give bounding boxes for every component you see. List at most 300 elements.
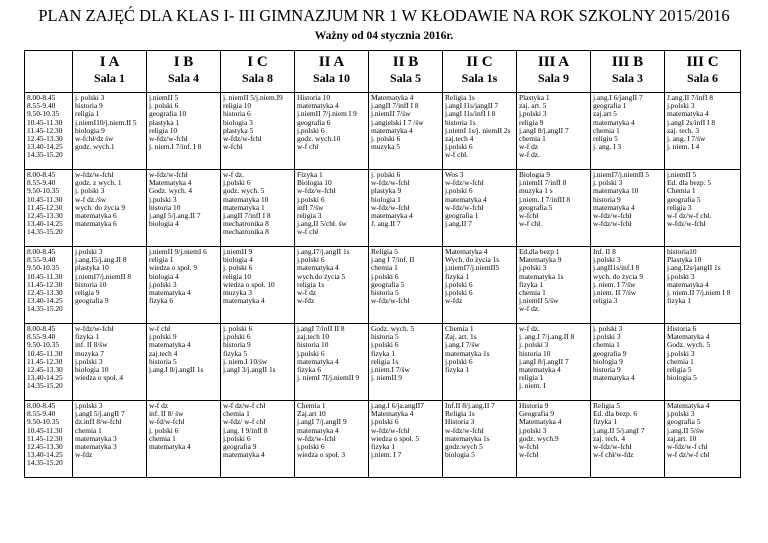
schedule-cell — [295, 401, 369, 478]
lesson-entry: j.polski 3 — [593, 332, 621, 342]
lesson-entry: w-fdz/w-fchł — [75, 324, 114, 333]
column-header — [221, 51, 295, 93]
lesson-entry: w-f dz./św — [75, 194, 107, 204]
lesson-entry: godz. wych. 5 — [223, 186, 265, 196]
lesson-entry: j.niemII 7/infI 8 — [519, 178, 567, 188]
class-name: I B — [173, 54, 194, 70]
lesson-time: 13.40-14.25 — [27, 450, 63, 460]
lesson-time: 9.50-10.35 — [27, 109, 60, 119]
lesson-entry: j.niemI10/j.niem.II 5 — [75, 117, 137, 127]
lesson-time: 13.40-14.25 — [27, 219, 63, 229]
lesson-entry: historia 9 — [593, 365, 621, 375]
lesson-time: 8.55-9.40 — [27, 255, 56, 265]
lesson-entry: fizyka 1 — [371, 348, 396, 358]
lesson-entry: religia 3 — [297, 211, 322, 221]
times-cell — [25, 324, 73, 401]
lesson-entry: godz. wych.10 — [297, 134, 341, 144]
schedule-table — [24, 50, 741, 478]
lesson-entry: j. niem. I — [519, 381, 546, 391]
lesson-entry: biologia 5 — [667, 373, 697, 383]
lesson-entry: J. ang.II 7 — [371, 219, 401, 229]
lesson-entry: j. niem. I 4 — [667, 142, 700, 152]
lesson-entry: w-fdz/w-fchł — [149, 134, 188, 144]
lesson-entry: w-fchł — [223, 142, 243, 152]
lesson-entry: matematyka 4 — [149, 340, 191, 350]
lesson-entry: plastyka 9 — [371, 186, 402, 196]
lesson-entry: j. polski 6 — [149, 425, 179, 435]
schedule-cell — [221, 170, 295, 247]
lesson-entry: zaj.tech 4 — [149, 348, 178, 358]
lesson-entry: historia10 — [667, 247, 697, 256]
lesson-entry: Godz. wych. 5 — [667, 340, 711, 350]
lesson-entry: wiedza o społ. 5 — [371, 433, 420, 443]
column-header — [443, 51, 517, 93]
schedule-cell — [591, 93, 665, 170]
lesson-entry: j.ang.I 6/ja.angII7 — [371, 401, 424, 410]
lesson-time: 11.45-12.30 — [27, 125, 63, 135]
lesson-entry: w-f chł. — [519, 219, 542, 229]
schedule-cell — [443, 401, 517, 478]
class-name: III A — [537, 54, 570, 70]
lesson-entry: w-f chł. — [445, 150, 468, 160]
lesson-entry: w-fdz/ w-f chł — [223, 417, 266, 427]
lesson-entry: j.polski 3 — [593, 255, 621, 265]
lesson-entry: Biologia 9 — [519, 170, 550, 179]
lesson-entry: wych. do życia 9 — [593, 271, 644, 281]
lesson-entry: w-fdz/w-fchł — [445, 202, 484, 212]
lesson-entry: j.ang.I7/j.angII 1s — [297, 247, 350, 256]
lesson-entry: j.polski 3 — [519, 425, 547, 435]
lesson-entry: fizyka 1 — [593, 417, 618, 427]
lesson-entry: chemia 1 — [519, 134, 546, 144]
lesson-entry: godz. wych.9 — [519, 433, 559, 443]
lesson-entry: Historia 10 — [297, 93, 331, 102]
lesson-entry: fizyka 5 — [223, 348, 248, 358]
room-name: Sala 1 — [93, 71, 125, 85]
lesson-time: 8.55-9.40 — [27, 101, 56, 111]
lesson-entry: matematyka 1s — [445, 348, 490, 358]
lesson-entry: Matematyka 4 — [667, 401, 710, 410]
times-cell — [25, 247, 73, 324]
lesson-entry: zaj.tech 4 — [445, 134, 474, 144]
lesson-entry: j. polski 6 — [149, 101, 179, 111]
lesson-entry: j.polski 3 — [149, 279, 177, 289]
lesson-entry: j.polski 6 — [297, 125, 325, 135]
lesson-entry: zaj.art 5 — [593, 109, 617, 119]
lesson-time: 10.45-11.30 — [27, 348, 63, 358]
lesson-entry: j. niem. I 7/św — [593, 279, 636, 289]
lesson-entry: muzyka 5 — [371, 142, 400, 152]
lesson-entry: wiedza o społ. 10 — [223, 279, 275, 289]
schedule-cell — [295, 247, 369, 324]
lesson-entry: j.angI 5/j.angII 7 — [75, 409, 125, 419]
schedule-cell — [369, 401, 443, 478]
lesson-entry: j. polski 6 — [223, 324, 253, 333]
lesson-time: 13.40-14.25 — [27, 373, 63, 383]
lesson-entry: w-fdz/w-fchł — [149, 170, 188, 179]
lesson-entry: w-fdz/w-fchł — [593, 442, 632, 452]
page-title: PLAN ZAJĘĆ DLA KLAS I- III GIMNAZJUM NR 1 W KŁODAWIE NA ROK SZKOLNY 2015/2016 — [38, 6, 730, 25]
day-row — [25, 247, 741, 324]
lesson-entry: wych. do życia 9 — [75, 202, 126, 212]
lesson-entry: j.niemII 9 — [223, 247, 253, 256]
lesson-entry: Ed. dla bezp. 6 — [593, 409, 638, 419]
lesson-entry: j.ang.II 5/chł. św — [297, 219, 347, 229]
lesson-entry: matematyka 4 — [297, 356, 339, 366]
schedule-cell — [73, 247, 147, 324]
lesson-time: 8.00-8.45 — [27, 247, 56, 256]
lesson-entry: j.niem.I 7/św — [371, 365, 410, 375]
lesson-entry: j.angI 5/j.ang.II 7 — [149, 211, 201, 221]
lesson-entry: Inf. II 8 — [593, 247, 616, 256]
lesson-entry: Religia 1s — [445, 93, 475, 102]
schedule-cell — [665, 247, 741, 324]
lesson-time: 8.00-8.45 — [27, 324, 56, 333]
lesson-entry: j.niemII 5 — [149, 93, 179, 102]
lesson-entry: j.ang.II 5/j.angI 7 — [593, 425, 645, 435]
lesson-entry: Wych. do życia 1s — [445, 255, 500, 265]
lesson-time: 9.50-10.35 — [27, 417, 60, 427]
lesson-entry: historia 10 — [149, 202, 181, 212]
lesson-time: 11.45-12.30 — [27, 279, 63, 289]
lesson-entry: matematyka 4 — [593, 117, 635, 127]
lesson-entry: matematyka 4 — [297, 425, 339, 435]
lesson-entry: j.ang.II 7 — [445, 219, 472, 229]
lesson-entry: geografia 10 — [149, 109, 187, 119]
lesson-entry: j.polski 6 — [445, 279, 473, 289]
lesson-entry: j.polski 6 — [445, 356, 473, 366]
lesson-entry: j.polski 3 — [75, 247, 103, 256]
lesson-entry: j.niemI 1s/j. niemII 2s — [445, 125, 511, 135]
lesson-entry: biologia 3 — [223, 117, 253, 127]
lesson-entry: geografia 1 — [445, 211, 479, 221]
lesson-entry: j.polski 6 — [445, 288, 473, 298]
lesson-entry: biologia 4 — [223, 255, 253, 265]
lesson-entry: j.niemI7/j.niemII 8 — [75, 271, 132, 281]
corner-cell — [25, 51, 73, 93]
lesson-entry: biologia 10 — [75, 365, 109, 375]
lesson-entry: religia 3 — [667, 202, 692, 212]
lesson-entry: geografia 1 — [593, 101, 627, 111]
lesson-entry: godz. wych.1 — [75, 142, 115, 152]
lesson-entry: j.polski 6 — [223, 178, 251, 188]
lesson-entry: Matematyka 4 — [445, 247, 488, 256]
lesson-entry: chemia 1 — [667, 356, 694, 366]
lesson-entry: biologia 5 — [445, 450, 475, 460]
lesson-entry: Ed.dla bezp 1 — [519, 247, 560, 256]
schedule-cell — [369, 324, 443, 401]
lesson-entry: Plastyka 1 — [519, 93, 550, 102]
schedule-cell — [591, 247, 665, 324]
lesson-entry: j.polski 3 — [667, 271, 695, 281]
schedule-cell — [443, 170, 517, 247]
schedule-cell — [591, 401, 665, 478]
lesson-time: 13.40-14.25 — [27, 142, 63, 152]
lesson-entry: dz.infI 8/w-fchł — [75, 417, 122, 427]
lesson-entry: geografia 9 — [593, 348, 627, 358]
lesson-entry: Fizyka 1 — [297, 170, 323, 179]
lesson-entry: Matematyka 9 — [519, 255, 562, 265]
lesson-entry: w-f dz. — [519, 324, 540, 333]
lesson-entry: matematyka 1s — [519, 271, 564, 281]
lesson-entry: j.ang.II 5/św — [667, 425, 705, 435]
lesson-entry: j. ang.I 7/j.ang.II 8 — [519, 332, 575, 342]
lesson-entry: chemia 1 — [593, 340, 620, 350]
schedule-cell — [443, 247, 517, 324]
schedule-cell — [665, 170, 741, 247]
lesson-entry: plastyka 5 — [223, 125, 254, 135]
lesson-entry: matematyka 4 — [223, 296, 265, 306]
lesson-entry: matematyka 10 — [223, 194, 269, 204]
lesson-entry: religia 9 — [75, 288, 100, 298]
lesson-entry: geografia 9 — [223, 442, 257, 452]
times-cell — [25, 170, 73, 247]
lesson-entry: w-f dz/w-f chł — [667, 450, 710, 460]
lesson-entry: j. niem.II 7/j.niem I 8 — [667, 288, 731, 298]
lesson-time: 10.45-11.30 — [27, 194, 63, 204]
class-name: II A — [318, 54, 345, 70]
lesson-time: 14.35-15.20 — [27, 150, 63, 160]
schedule-cell — [665, 324, 741, 401]
room-name: Sala 8 — [241, 71, 273, 85]
lesson-entry: matematyka 4 — [149, 442, 191, 452]
page-subtitle: Ważny od 04 stycznia 2016r. — [314, 30, 454, 42]
lesson-entry: wiedza o społ. 4 — [75, 373, 124, 383]
class-name: II C — [466, 54, 493, 70]
lesson-entry: w-fdz/w-fchł — [445, 178, 484, 188]
lesson-entry: j.ang.I 7/św — [445, 340, 480, 350]
column-header — [295, 51, 369, 93]
lesson-entry: j. polski 6 — [223, 263, 253, 273]
lesson-entry: j.polski 6 — [297, 255, 325, 265]
lesson-entry: Zaj.art 10 — [297, 409, 326, 419]
lesson-entry: religia 9 — [519, 117, 544, 127]
schedule-cell — [295, 324, 369, 401]
lesson-entry: historia 10 — [519, 348, 551, 358]
lesson-time: 11.45-12.30 — [27, 202, 63, 212]
lesson-entry: j.ang.I 8/j.angII 1s — [149, 365, 204, 375]
lesson-entry: Religia 5 — [371, 247, 398, 256]
day-row — [25, 401, 741, 478]
schedule-cell — [369, 247, 443, 324]
lesson-entry: j.polski 6 — [297, 348, 325, 358]
lesson-entry: matematyka 4 — [149, 288, 191, 298]
lesson-entry: historia 9 — [593, 194, 621, 204]
lesson-entry: w-fdz/w-fchł — [371, 202, 410, 212]
lesson-entry: w-fdz — [297, 296, 315, 306]
lesson-entry: j.polski 3 — [75, 356, 103, 366]
lesson-entry: j.niemI7/j.niemII 5 — [593, 170, 650, 179]
lesson-entry: j.niemII 5 — [667, 170, 697, 179]
lesson-entry: religia 1 — [149, 255, 174, 265]
lesson-time: 13.40-14.25 — [27, 296, 63, 306]
lesson-entry: w-fdz/w-fchł — [667, 219, 706, 229]
lesson-entry: j.polski 6 — [371, 417, 399, 427]
lesson-entry: j.polski 3 — [667, 348, 695, 358]
schedule-cell — [147, 401, 221, 478]
times-cell — [25, 93, 73, 170]
lesson-entry: w-fdz/w-fchł — [371, 425, 410, 435]
lesson-entry: religia 1s — [297, 279, 325, 289]
lesson-entry: j.angI 8/j.angII 7 — [519, 125, 569, 135]
schedule-cell — [221, 93, 295, 170]
lesson-entry: w-fdz/w-fchł — [223, 134, 262, 144]
lesson-entry: historia 6 — [223, 109, 251, 119]
lesson-entry: fizyka 1 — [445, 365, 470, 375]
lesson-entry: biologia 1 — [371, 194, 401, 204]
lesson-entry: Godz. wych. 4 — [149, 186, 193, 196]
lesson-entry: chemia 1 — [593, 125, 620, 135]
lesson-time: 8.00-8.45 — [27, 170, 56, 179]
lesson-entry: godz.wych 5 — [445, 442, 483, 452]
lesson-entry: matematyka 4 — [667, 279, 709, 289]
lesson-time: 10.45-11.30 — [27, 117, 63, 127]
class-name: III B — [611, 54, 644, 70]
lesson-entry: w-fdz/w-fchł — [371, 178, 410, 188]
schedule-cell — [73, 324, 147, 401]
lesson-entry: j.angI 3/j.angII 1s — [223, 365, 276, 375]
header-row — [25, 51, 741, 93]
lesson-entry: w-fchł — [519, 211, 539, 221]
lesson-entry: Matematyka 4 — [667, 332, 710, 342]
lesson-entry: matematyka 6 — [75, 219, 117, 229]
column-header — [73, 51, 147, 93]
lesson-entry: chemia 1 — [223, 409, 250, 419]
lesson-entry: matematyka 4 — [593, 373, 635, 383]
column-header — [147, 51, 221, 93]
lesson-entry: geografia 5 — [519, 202, 553, 212]
class-name: I C — [247, 54, 268, 70]
lesson-entry: w-fdz/w-fchł — [593, 211, 632, 221]
lesson-time: 10.45-11.30 — [27, 271, 63, 281]
lesson-entry: j. polski 3 — [593, 178, 623, 188]
lesson-entry: w-fdz/w-fchł — [297, 186, 336, 196]
lesson-entry: w-f chł — [149, 324, 171, 333]
day-row — [25, 93, 741, 170]
schedule-cell — [369, 170, 443, 247]
lesson-entry: j. ang. I 3 — [593, 142, 622, 152]
lesson-entry: historia 9 — [75, 101, 103, 111]
lesson-entry: w-fd/w-fchł — [149, 417, 185, 427]
schedule-cell — [665, 93, 741, 170]
lesson-entry: j.angielski I 7 /św — [371, 117, 424, 127]
lesson-entry: fizyka 1 — [519, 279, 544, 289]
lesson-entry: j.niem. I 7 — [371, 450, 402, 460]
lesson-entry: matematyka 6 — [75, 211, 117, 221]
class-name: III C — [686, 54, 719, 70]
schedule-cell — [221, 247, 295, 324]
lesson-entry: j. polski 6 — [371, 170, 401, 179]
schedule-cell — [221, 401, 295, 478]
schedule-cell — [443, 324, 517, 401]
lesson-entry: matematyka 3 — [75, 442, 117, 452]
lesson-entry: w-fdz/w-fchł — [297, 433, 336, 443]
lesson-time: 9.50-10.35 — [27, 186, 60, 196]
lesson-entry: zaj. tech. 3 — [667, 125, 700, 135]
lesson-entry: j. polski 6 — [371, 134, 401, 144]
schedule-cell — [591, 324, 665, 401]
lesson-entry: plastyka 10 — [75, 263, 109, 273]
lesson-entry: historia 10 — [75, 279, 107, 289]
lesson-time: 12.45-13.30 — [27, 288, 63, 298]
lesson-entry: matematyka 4 — [371, 211, 413, 221]
lesson-entry: Matematyka 4 — [519, 417, 562, 427]
lesson-entry: j.angII 7/infI I 8 — [223, 211, 271, 221]
lesson-entry: j.angII1s/inf.I 8 — [593, 263, 640, 273]
lesson-entry: j.ang I 7/inf. II — [371, 255, 415, 265]
lesson-entry: w-f dz/w-f chł. — [667, 211, 712, 221]
lesson-entry: religia 1s — [371, 356, 399, 366]
room-name: Sala 1s — [461, 71, 498, 85]
lesson-entry: historia 5 — [371, 332, 399, 342]
lesson-entry: j.polski 3 — [519, 263, 547, 273]
lesson-entry: wych.do życia 5 — [297, 271, 346, 281]
lesson-entry: biologia 9 — [593, 356, 623, 366]
lesson-entry: religia 5 — [667, 365, 692, 375]
schedule-cell — [517, 247, 591, 324]
lesson-entry: biologia 9 — [75, 125, 105, 135]
lesson-entry: matematyka 4 — [445, 194, 487, 204]
schedule-cell — [369, 93, 443, 170]
lesson-entry: j.polski 3 — [519, 109, 547, 119]
lesson-entry: j.ang.I2s/jangII 1s — [667, 263, 721, 273]
lesson-entry: zaj.art. 10 — [667, 433, 697, 443]
lesson-entry: historia 10 — [297, 340, 329, 350]
lesson-entry: Wos 3 — [445, 170, 464, 179]
lesson-entry: Chemia 1 — [297, 401, 326, 410]
lesson-entry: chemia 1 — [519, 288, 546, 298]
lesson-entry: Ed. dla bezp. 5 — [667, 178, 712, 188]
room-name: Sala 10 — [312, 71, 350, 85]
lesson-entry: J.ang.II 7/infI 8 — [667, 93, 713, 102]
lesson-entry: Godz. wych. 5 — [371, 324, 415, 333]
lesson-entry: muzyka 3 — [223, 288, 252, 298]
lesson-entry: j.polski 3 — [75, 401, 103, 410]
lesson-entry: j.polski 6 — [297, 194, 325, 204]
room-name: Sala 4 — [167, 71, 199, 85]
lesson-entry: j. niem.I 7/inf. I 8 — [149, 142, 202, 152]
lesson-time: 9.50-10.35 — [27, 263, 60, 273]
lesson-entry: j.angI 7/j.angII 9 — [297, 417, 347, 427]
lesson-entry: j.polski 3 — [149, 194, 177, 204]
lesson-entry: j.niemI7/j.niemII5 — [445, 263, 500, 273]
lesson-entry: fizyka 6 — [297, 365, 322, 375]
lesson-entry: religia 10 — [149, 125, 178, 135]
room-name: Sala 3 — [611, 71, 643, 85]
lesson-entry: matematyka 4 — [223, 450, 265, 460]
lesson-time: 14.35-15.20 — [27, 381, 63, 391]
lesson-entry: chemia 1 — [149, 433, 176, 443]
lesson-entry: matematyka 4 — [593, 202, 635, 212]
lesson-entry: j.angI 8/j.angII 7 — [519, 356, 569, 366]
lesson-entry: Matematyka 4 — [149, 178, 192, 188]
lesson-entry: j.ang.I 6/jangII 7 — [593, 93, 643, 102]
lesson-entry: w-fdz/w-fchł — [593, 219, 632, 229]
lesson-entry: Historia 9 — [519, 401, 549, 410]
lesson-time: 8.55-9.40 — [27, 332, 56, 342]
lesson-entry: inf. II 8/ św — [149, 409, 184, 419]
lesson-entry: mechatronika 8 — [223, 227, 269, 237]
lesson-entry: fizyka 1 — [445, 271, 470, 281]
schedule-cell — [665, 401, 741, 478]
lesson-entry: matematyka 1s — [445, 433, 490, 443]
lesson-entry: Biologia 10 — [297, 178, 332, 188]
lesson-entry: fizyka 1 — [371, 442, 396, 452]
column-header — [517, 51, 591, 93]
lesson-entry: j.angII 7/infI I 8 — [371, 101, 419, 111]
lesson-time: 12.45-13.30 — [27, 211, 63, 221]
lesson-entry: w-f dz. — [519, 304, 540, 314]
